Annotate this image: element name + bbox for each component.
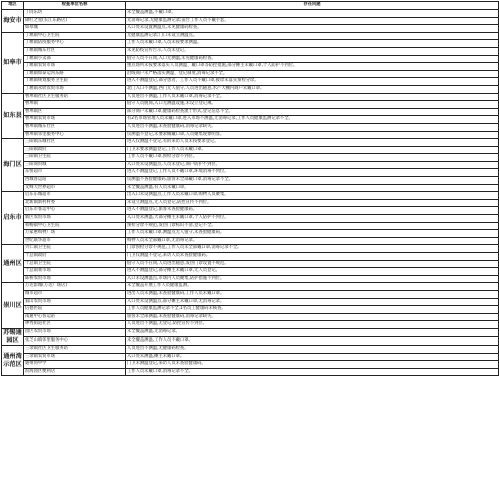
issue-cell: 未全覆盖测温,不戴口罩。	[126, 10, 499, 18]
unit-name-cell: 西城客运站	[24, 177, 126, 185]
table-row	[2, 85, 499, 93]
table-row	[2, 101, 499, 109]
table-row	[2, 283, 499, 291]
inspection-report	[1, 1, 498, 376]
issue-cell: 未全覆盖测温,工作人员不戴口罩。	[126, 337, 499, 346]
issue-cell: 门卫未要求测温登记,工作人员未戴口罩。	[126, 146, 499, 154]
region-cell: 如皋市	[2, 32, 24, 93]
issue-cell: 北门入口不测温,西门无人值守,人员进出随意,水产大棚内商户未戴口罩。	[126, 85, 499, 93]
unit-name-cell: 和畅镇中心卫生院	[24, 222, 126, 230]
table-row	[2, 78, 499, 86]
table-row	[2, 161, 499, 169]
table-row	[2, 55, 499, 63]
issue-cell: 购物人员未全部戴口罩,无消毒记录。	[126, 237, 499, 245]
table-row	[2, 207, 499, 215]
unit-name-cell: 北新镇新村村委	[24, 199, 126, 207]
region-cell: 通州湾示范区	[2, 345, 24, 375]
table-row	[2, 116, 499, 124]
issue-cell: 工作人员未戴口罩,消毒记录不全。	[126, 368, 499, 376]
unit-name-cell: 三阳镇政府	[24, 146, 126, 154]
unit-name-cell: 文峰大世界超市	[24, 184, 126, 192]
issue-cell: 进入不测温登记,部分摊主未戴口罩,无人员登记。	[126, 268, 499, 276]
issue-cell: 人员进出不测温,未查验健康码,消毒记录缺失。	[126, 123, 499, 131]
unit-name-cell: 滨海园区便利店	[24, 368, 126, 376]
table-row	[2, 192, 499, 200]
issue-cell: 人员进出不测温,无健康码检查。	[126, 345, 499, 353]
unit-name-cell: 曹埠镇邻里服务中心	[24, 131, 126, 139]
unit-name-cell: 信德医院	[24, 306, 126, 314]
unit-name-cell: 三阳镇卫生院	[24, 154, 126, 162]
issue-cell: 入口未设测温点,市场内人员聚集,防护措施不到位。	[126, 275, 499, 283]
issue-cell: 旅客未全部测温,未查验健康码,消毒记录缺失。	[126, 313, 499, 321]
table-row	[2, 40, 499, 48]
table-row	[2, 131, 499, 139]
table-row	[2, 10, 499, 18]
issue-cell: 进入仅测温不登记,有的来访人员未按要求登记。	[126, 139, 499, 147]
issue-cell: 进入不测温登记,旅客未查验健康码。	[126, 207, 499, 215]
table-row	[2, 245, 499, 253]
table-row	[2, 199, 499, 207]
issue-cell: 入口处未测温,大部分摊主未戴口罩,个人防护不到位。	[126, 215, 499, 223]
issue-cell: 工作人员未戴口罩,测温点无人值守,未查验健康码。	[126, 230, 499, 238]
unit-name-cell: 丁同乐坊	[24, 10, 126, 18]
header-area: 地区	[2, 2, 24, 10]
unit-name-cell: 兴仁镇卫生院	[24, 245, 126, 253]
table-row	[2, 290, 499, 298]
unit-name-cell: 三余镇农贸市场	[24, 353, 126, 361]
unit-name-cell: 丁堰镇小卖部	[24, 55, 126, 63]
issue-cell: 人员进出不测温,工作人员未戴口罩,消毒记录不全。	[126, 93, 499, 101]
table-row	[2, 184, 499, 192]
table-row	[2, 368, 499, 376]
unit-name-cell: 新区农贸市场	[24, 215, 126, 223]
issue-cell: 仅测温不登记,未要求佩戴口罩,人员聚集现象明显。	[126, 131, 499, 139]
unit-name-cell: 启东市客运中心	[24, 207, 126, 215]
issue-cell: 门卫未测温登记,来访人员未查验健康码。	[126, 361, 499, 369]
issue-cell: 进入不测温登记,工作人员不戴口罩,环境消毒不到位。	[126, 169, 499, 177]
table-row	[2, 93, 499, 101]
unit-name-cell: 曹埠镇社区卫生服务站	[24, 93, 126, 101]
unit-name-cell: 钟秀街道社区	[24, 321, 126, 329]
unit-name-cell: 丁堰镇规划服务卫生院	[24, 78, 126, 86]
table-row	[2, 328, 499, 337]
issue-cell: 入口处未测温,摊主未戴口罩。	[126, 353, 499, 361]
issue-cell: 值守人员脱岗,入口无测温设施,未设立登记簿。	[126, 101, 499, 109]
unit-name-cell: 锦红之星(长江东路店)	[24, 17, 126, 25]
issue-cell: 有2名市场管理人员未戴口罩,进入市场不测温,无消毒记录,工作人员健康监测记录不全。	[126, 116, 499, 124]
unit-name-cell: 曹埠镇农贸市场	[24, 116, 126, 124]
unit-name-cell: 十总镇政府	[24, 253, 126, 261]
unit-name-cell: 三阳商贸城	[24, 161, 126, 169]
table-header-row	[2, 2, 499, 10]
issue-cell: 入口处未设测温点,人员未登记,商户防护不到位。	[126, 161, 499, 169]
issue-cell: 进入不测温登记,部分患者、工作人员不戴口罩,接诊未落实预检分诊。	[126, 78, 499, 86]
unit-name-cell: 曹埠镇区	[24, 108, 126, 116]
issue-cell: 未全覆盖测温,有人员未戴口罩。	[126, 184, 499, 192]
header-issue: 存在问题	[126, 2, 499, 10]
unit-name-cell: 丁堰镇农贸市场	[24, 63, 126, 71]
table-row	[2, 337, 499, 346]
table-row	[2, 253, 499, 261]
table-row	[2, 345, 499, 353]
unit-name-cell: 启东东城超市	[24, 192, 126, 200]
table-row	[2, 169, 499, 177]
unit-name-cell: 通州湾中学	[24, 361, 126, 369]
region-cell: 如东县	[2, 93, 24, 139]
issue-cell: 工作人员不戴口罩,预检分诊不到位。	[126, 154, 499, 162]
table-row	[2, 361, 499, 369]
table-row	[2, 70, 499, 78]
table-row	[2, 313, 499, 321]
table-row	[2, 222, 499, 230]
issue-cell: 出入口未设测温点,工作人员未戴口罩,购物人员聚集。	[126, 192, 499, 200]
issue-cell: 重点场所未按要求落实人员测温、戴口罩等防控措施,部分摊主未戴口罩,个人防护不到位。	[126, 63, 499, 71]
table-row	[2, 47, 499, 55]
table-row	[2, 306, 499, 314]
issue-cell: 未见防疫宣传告示,人员未登记。	[126, 47, 499, 55]
table-row	[2, 260, 499, 268]
unit-name-cell: 陈桥农贸市场	[24, 275, 126, 283]
unit-name-cell: 丁堰镇城东社区	[24, 47, 126, 55]
issue-cell: 预检分诊不规范,发热门诊标识不清,登记不全。	[126, 222, 499, 230]
unit-name-cell: 城市超市	[24, 290, 126, 298]
table-row	[2, 237, 499, 245]
unit-name-cell: 世纪联华超市	[24, 237, 126, 245]
unit-name-cell: 曹埠镇	[24, 101, 126, 109]
issue-cell: 工作人员未戴口罩,人员未按要求测温。	[126, 40, 499, 48]
table-row	[2, 353, 499, 361]
issue-cell: 仅测温不查验健康码,旅客未全部戴口罩,消毒记录不全。	[126, 177, 499, 185]
issue-cell: 门卫仅测温不登记,来访人员未查验健康码。	[126, 253, 499, 261]
unit-name-cell: 三余镇社区卫生服务站	[24, 345, 126, 353]
issue-cell: 入口处未设测温点,部分摊主未戴口罩,无消毒记录。	[126, 298, 499, 306]
table-row	[2, 177, 499, 185]
table-row	[2, 63, 499, 71]
issue-cell: 门诊预检分诊不规范,工作人员未全部戴口罩,消毒记录不全。	[126, 245, 499, 253]
unit-name-cell: 丁堰镇如泰运河东路	[24, 70, 126, 78]
unit-name-cell: 十总镇菜市场	[24, 268, 126, 276]
table-row	[2, 275, 499, 283]
table-body	[2, 10, 499, 376]
table-row	[2, 123, 499, 131]
unit-name-cell: 张芝山镇邻里服务中心	[24, 337, 126, 346]
region-cell: 通州区	[2, 245, 24, 283]
region-cell: 启东市	[2, 192, 24, 245]
issue-cell: 未设立测温点,无人员登记,防控宣传不到位。	[126, 199, 499, 207]
table-row	[2, 17, 499, 25]
unit-name-cell: 丁堰镇永欣农贸市场	[24, 85, 126, 93]
unit-name-cell: 东恒超市	[24, 169, 126, 177]
issue-cell: 未全覆盖开展工作人员健康监测。	[126, 283, 499, 291]
table-row	[2, 230, 499, 238]
table-row	[2, 32, 499, 40]
issue-cell: 部分商户未戴口罩,健康码检查流于形式,登记信息不全。	[126, 108, 499, 116]
issue-cell: 值守人员不在岗,入口无测温,未见健康码检查。	[126, 55, 499, 63]
unit-name-cell: 如皋城	[24, 25, 126, 33]
header-unit: 检查单位名称	[24, 2, 126, 10]
issue-cell: 人员进出不测温,无登记,防控宣传不到位。	[126, 321, 499, 329]
issue-cell: 工作人员健康监测记录不全,1名员工健康码未核查。	[126, 306, 499, 314]
table-row	[2, 268, 499, 276]
issue-cell: 值守人员不在岗,人员进出随意,发热门诊设置不规范。	[126, 260, 499, 268]
issue-cell: 未全覆盖测温,无消毒记录。	[126, 328, 499, 337]
issue-cell: 沿线商户未严格落实测温、登记制度,消毒记录不全。	[126, 70, 499, 78]
unit-name-cell: 三阳镇东城社区	[24, 139, 126, 147]
region-cell: 海安市	[2, 10, 24, 33]
table-row	[2, 146, 499, 154]
region-cell: 海门区	[2, 139, 24, 192]
unit-name-cell: 曹埠镇城东社区	[24, 123, 126, 131]
unit-name-cell: 丁堰镇防疫服务中心	[24, 40, 126, 48]
issue-cell: 进出人员未测温,未查验健康码,工作人员未戴口罩。	[126, 290, 499, 298]
issue-cell: 无消毒记录,无健康监测记录;前台工作人员不戴手套。	[126, 17, 499, 25]
table-row	[2, 25, 499, 33]
unit-name-cell: 南通中心客运站	[24, 313, 126, 321]
issue-cell: 无健康监测记录;门口未设立测温点。	[126, 32, 499, 40]
table-row	[2, 154, 499, 162]
region-cell: 崇川区	[2, 283, 24, 329]
region-cell: 苏锡通园区	[3, 328, 22, 344]
issue-cell: 入口处未设置测温点,未见健康码检查。	[126, 25, 499, 33]
unit-name-cell: 万家惠购物广场	[24, 230, 126, 238]
table-row	[2, 108, 499, 116]
unit-name-cell: 园区农贸市场	[24, 328, 126, 337]
unit-name-cell: 丁堰镇中心卫生院	[24, 32, 126, 40]
table-row	[2, 139, 499, 147]
table-row	[2, 215, 499, 223]
unit-name-cell: 万达影城(万达广场店)	[24, 283, 126, 291]
table-row	[2, 321, 499, 329]
unit-name-cell: 狼山农贸市场	[24, 298, 126, 306]
inspection-table	[1, 1, 499, 376]
table-row	[2, 298, 499, 306]
unit-name-cell: 十总镇卫生院	[24, 260, 126, 268]
